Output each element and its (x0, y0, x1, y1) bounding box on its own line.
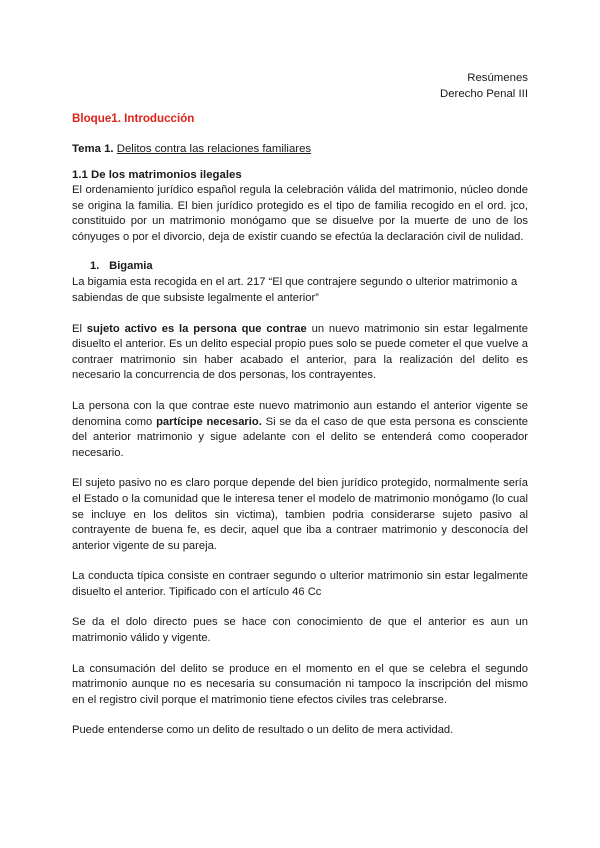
tema-title: Delitos contra las relaciones familiares (116, 143, 312, 155)
p2-bold: sujeto activo es la persona que contrae (86, 322, 307, 335)
bigamia-paragraph-6: Se da el dolo directo pues se hace con conocimiento de que el anterior es aun un matrimonio válido y vigente. (72, 616, 528, 645)
bigamia-paragraph-2 (72, 322, 528, 384)
bigamia-paragraph-1: La bigamia esta recogida en el art. 217 “El que contrajere segundo o ulterior matrimonio a sabiendas de que subsiste legalmente el anterior” (72, 276, 518, 304)
tema-heading (72, 141, 528, 157)
bigamia-paragraph-8: Puede entenderse como un delito de resultado o un delito de mera actividad. (72, 724, 454, 737)
bigamia-number: 1. (90, 260, 100, 273)
document-page (72, 70, 528, 739)
p2-text-a: El (72, 322, 87, 335)
bigamia-heading (72, 259, 528, 274)
bigamia-paragraph-5: La conducta típica consiste en contraer segundo o ulterior matrimonio sin estar legalmente disuelto el anterior. Tipificado con el artículo 46 Cc (72, 570, 528, 598)
bigamia-paragraph-7: La consumación del delito se produce en el momento en el que se celebra el segundo matrimonio aunque no es necesaria su consumación ni tampoco la inscripción del mismo en el registro civil porque el matrimonio tiene efectos civiles tras celebrarse. (72, 662, 528, 706)
section-title: 1.1 De los matrimonios ilegales (72, 169, 242, 181)
block-title: Bloque1. Introducción (72, 112, 195, 125)
header-line-2: Derecho Penal III (439, 88, 528, 100)
bigamia-paragraph-3 (72, 399, 528, 461)
p3-text-a: La persona con la que contrae este nuevo matrimonio aun estando el anterior vigente se denomina como (72, 399, 528, 428)
p3-bold: partícipe necesario. (156, 415, 262, 428)
p3-text-b: Si se da el caso de que esta persona es consciente del anterior matrimonio y sigue adelante con el delito se entenderá como cooperador necesario. (72, 415, 528, 459)
page-header (72, 70, 528, 102)
bigamia-paragraph-4: El sujeto pasivo no es claro porque depende del bien jurídico protegido, normalmente sería el Estado o la comunidad que le interesa tener el modelo de matrimonio monógamo (lo cual se incluye en los delitos sin victima), tambien podria considerarse sujeto pasivo al contrayente de buena fe, es decir, aquel que iba a contraer matrimonio y desconocía del anterior vigente de su pareja. (72, 477, 528, 552)
p2-text-b: un nuevo matrimonio sin estar legalmente disuelto el anterior. Es un delito especial propio pues solo se puede cometer el que vuelve a contraer matrimonio sin haber acabado el anterior, para la realización del delito es necesario la concurrencia de dos personas, los contrayentes. (72, 322, 528, 382)
header-line-1: Resúmenes (467, 72, 528, 84)
tema-prefix: Tema 1. (72, 143, 114, 155)
bigamia-title: Bigamia (109, 260, 153, 273)
section-intro: El ordenamiento jurídico español regula la celebración válida del matrimonio, núcleo donde se origina la familia. El bien jurídico protegido es el tipo de familia recogido en el ord. jco, constituido por un matrimonio monógamo que se disuelve por la muerte de uno de los cónyuges o por el divorcio, deja de existir cuando se efectúa la declaración civil de nulidad. (72, 184, 528, 243)
